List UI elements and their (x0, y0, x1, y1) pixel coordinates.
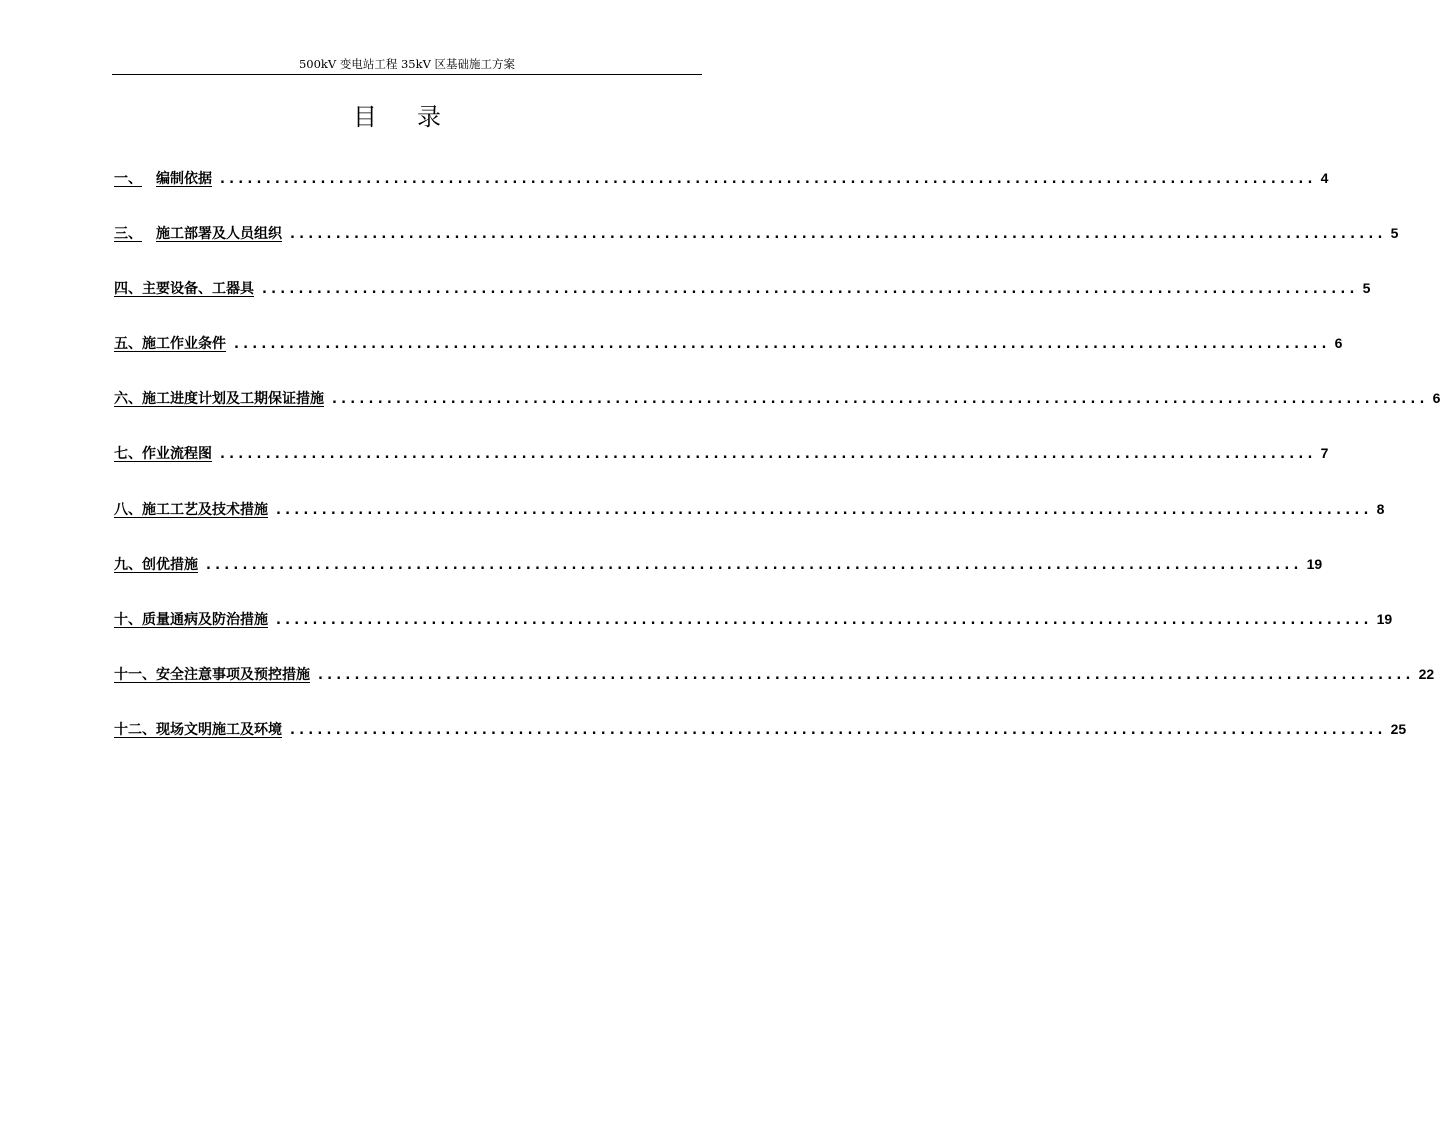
toc-leader-dots: ........................................................................................................................ (290, 227, 1387, 243)
toc-entry-text: 作业流程图 (142, 446, 212, 463)
toc-entry[interactable] (114, 388, 1440, 443)
toc-entry-number: 十二、 (114, 721, 156, 738)
toc-entry-label[interactable] (114, 500, 268, 520)
toc-entry-label[interactable] (114, 665, 310, 685)
toc-entry-text: 现场文明施工及环境 (156, 721, 282, 738)
toc-leader-dots: ........................................................................................................................ (276, 612, 1373, 628)
toc-entry-text: 质量通病及防治措施 (142, 611, 268, 628)
toc-entry-text: 主要设备、工器具 (142, 281, 254, 298)
toc-page-number: 5 (1390, 225, 1399, 242)
toc-leader-dots: ........................................................................................................................ (332, 392, 1429, 408)
toc-entry-number: 一、 (114, 171, 142, 187)
toc-entry-number: 三、 (114, 226, 142, 243)
toc-entry-label[interactable] (114, 334, 226, 354)
toc-entry-number: 十、 (114, 611, 142, 628)
toc-entry-label[interactable] (114, 720, 282, 740)
toc-page-number: 22 (1418, 665, 1435, 682)
table-of-contents (114, 168, 1440, 774)
toc-page-number: 19 (1306, 555, 1323, 572)
toc-title-char-1: 目 (353, 103, 377, 131)
toc-entry-text: 施工部署及人员组织 (156, 226, 282, 243)
toc-entry[interactable] (114, 443, 1329, 498)
toc-entry-text: 安全注意事项及预控措施 (156, 666, 310, 683)
toc-entry-label[interactable] (114, 279, 254, 299)
toc-entry-text: 创优措施 (142, 556, 198, 573)
toc-entry-text: 施工工艺及技术措施 (142, 501, 268, 518)
toc-entry-number: 六、 (114, 391, 142, 408)
toc-leader-dots: ........................................................................................................................ (262, 282, 1359, 298)
toc-entry-label[interactable] (114, 389, 324, 409)
toc-entry-number: 七、 (114, 446, 142, 463)
toc-page-number: 4 (1320, 170, 1329, 186)
toc-entry[interactable] (114, 278, 1371, 333)
toc-leader-dots: ........................................................................................................................ (234, 337, 1331, 353)
toc-entry-text: 施工进度计划及工期保证措施 (142, 391, 324, 408)
toc-entry-label[interactable] (114, 224, 282, 244)
toc-entry-number: 五、 (114, 336, 142, 353)
page-header (112, 56, 702, 75)
toc-entry[interactable] (114, 168, 1329, 223)
toc-entry[interactable] (114, 333, 1343, 388)
toc-entry[interactable] (114, 223, 1399, 278)
toc-entry[interactable] (114, 609, 1393, 664)
toc-page-number: 19 (1376, 610, 1393, 627)
toc-leader-dots: ........................................................................................................................ (206, 557, 1303, 573)
toc-entry[interactable] (114, 664, 1435, 719)
toc-entry[interactable] (114, 554, 1323, 609)
toc-entry-number: 九、 (114, 556, 142, 573)
toc-entry[interactable] (114, 719, 1407, 774)
running-title: 500kV 变电站工程 35kV 区基础施工方案 (298, 57, 516, 71)
toc-page-number: 25 (1390, 720, 1407, 737)
toc-entry[interactable] (114, 499, 1385, 554)
toc-entry-label[interactable] (114, 610, 268, 630)
toc-entry-number: 八、 (114, 501, 142, 518)
toc-entry-text: 编制依据 (156, 171, 212, 187)
toc-leader-dots: ........................................................................................................................ (276, 502, 1373, 518)
toc-entry-label[interactable] (114, 555, 198, 575)
toc-entry-text: 施工作业条件 (142, 336, 226, 353)
toc-title (0, 100, 794, 134)
toc-page-number: 6 (1334, 335, 1343, 352)
toc-page-number: 6 (1432, 390, 1440, 407)
toc-page-number: 8 (1376, 500, 1385, 517)
toc-page-number: 7 (1320, 445, 1329, 462)
toc-leader-dots: ........................................................................................................................ (290, 722, 1387, 738)
toc-entry-number: 四、 (114, 281, 142, 298)
toc-leader-dots: ........................................................................................................................ (220, 172, 1317, 187)
toc-page-number: 5 (1362, 280, 1371, 297)
toc-leader-dots: ........................................................................................................................ (318, 667, 1415, 683)
toc-entry-number: 十一、 (114, 666, 156, 683)
toc-entry-label[interactable] (114, 444, 212, 464)
toc-leader-dots: ........................................................................................................................ (220, 447, 1317, 463)
toc-title-char-2: 录 (417, 103, 441, 131)
toc-entry-label[interactable] (114, 169, 212, 189)
